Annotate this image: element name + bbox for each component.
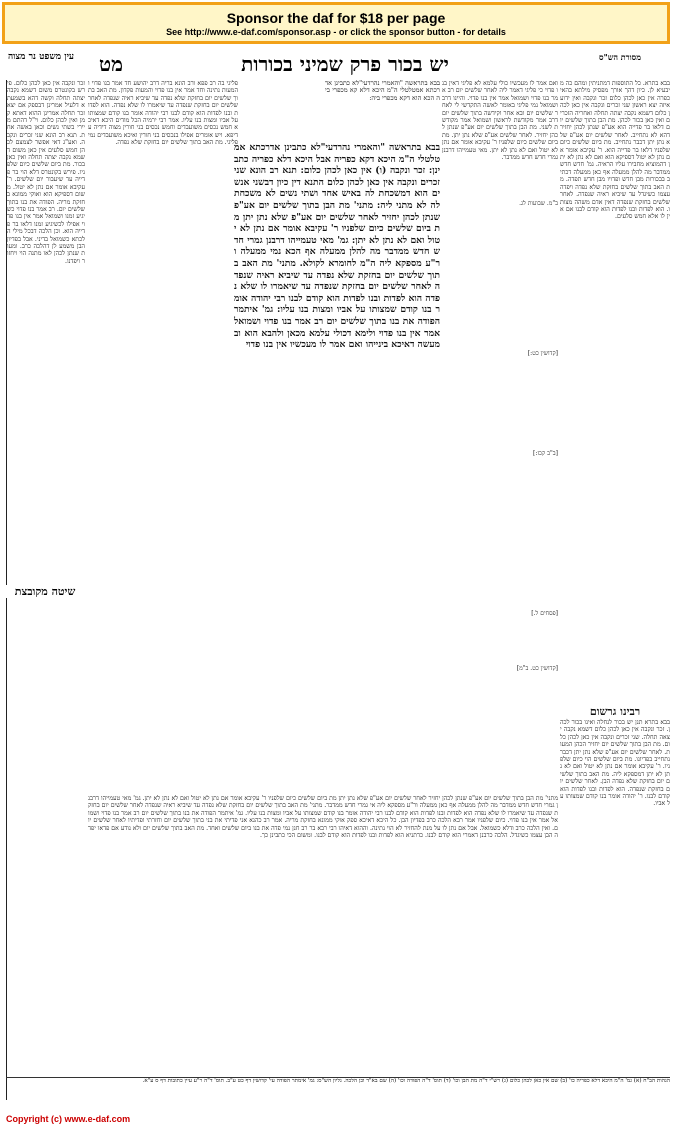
side-note-2: [קדושין כט:] <box>527 350 558 357</box>
side-note-5: [קדושין כט. ב"מ] <box>516 665 558 672</box>
chapter-header: יש בכור פרק שמיני בכורות <box>241 52 449 76</box>
sponsor-title: Sponsor the daf for $18 per page <box>226 10 446 26</box>
hagahot-footnotes: הגהות הב"ח (א) גמ' ה"מ היכא דלא כפריה כו' (ב) שם אין כאן לכהן כלום (ג) רש"י ד"ה מת הבן וכו' (ד) תוס' ד"ה הפודה וכו' (ה) שם בא"ד וכן הלכה. גליון הש"ס: גמ' אימתר הפודה עי' קדושין דף כט ע"ב. תוס' ד"ה ר"ע עיין כתובות דף ס ע"א. <box>6 1077 670 1108</box>
inner-commentary-right: ואם אמר לו מעכשיו כולי עלמא לא פליגי דאין בנו פדוי כי פליגי דאמר ליה לאחר שלשים יום רב אמר בנו פדוי ושמואל אמר אין בנו פדוי. והיינו דרב ושמואל נמי פליגי באומר לאשה התקדשי לי לאחר שלשים יום ובא אחר וקידשה בתוך שלשים יום דרב אמר מקודשת לראשון ושמואל אמר מקודשת לשני. מת הבן בתוך שלשים יום אע"פ שנתן לכהן יחזיר. לאחר שלשים אע"פ שלא נתן יתן. מת ביום שלשים כיום שלפניו ר' עקיבא אומר אם נתן לא יטול ואם לא נתן לא יתן. מאי טעמייהו דרבנן גמרי חדש חדש ממדבר. <box>442 80 558 162</box>
tosafot-column: זכר ונקבה אין כאן לכהן כלום. פירש בקונטרס משום דשמא נקבה יצתה תחלה וקשה דהא בשמעתא דלעיל אמרינן דבספק אם יצא זכר תחלה אמרינן ההוא דאתא קמן ואין לכהן כלום. וי"ל דהתם מיירי בשתי נשים וכאן באשה אחת. תנא רב הונא שני זכרים ונקבה. ואע"ג דאי אפשר לצמצם לכהן חמש סלעים אין כאן משום דשמא נקבה יצתה תחלה ואין כאן בכור. מת ביום שלשים כיום שלפניו. פירש בקונטרס דלא הוי בר פדייה עד שיעבור יום שלשים. ר' עקיבא אומר אם נתן לא יטול. משום דספיקא הוא ואוקי ממונא בחזקת מריה. הפודה את בנו בתוך שלשים יום. רב אמר בנו פדוי כשיגיע זמנו ושמואל אמר אין בנו פדוי אפילו לכשיגיע זמנו דלאו בר פדייה הוא. וכן הלכה דבכל מילי הלכתא כשמואל בדיני. אבל בפדיון הבן משמע לן דהלכה כרב. ומעות שנתן לכהן לאו מתנה הוי ויחזור ויפדנו. <box>6 80 85 1100</box>
ein-mishpat-header: עין משפט נר מצוה <box>7 52 75 62</box>
sponsor-subtitle[interactable]: See http://www.e-daf.com/sponsor.asp - or click the sponsor button - for details <box>166 27 506 37</box>
main-gemara-text: בבא בתראשה "והאמרי נהרדעי"לא כתבינן אדרכתא אמטלטלי ה"מ היכא דקא כפריה אבל היכא דלא כפריה כתבינן: זכר ונקבה (ו) אין כאן לכהן כלום: תנא רב הונא שני זכרים ונקבה אין כאן לכהן כלום התנא דין כיון דבשני אנשים הוא דמשכחת לה באיש אחד ושתי נשים לא משכחת לה לא מתני ליה: מתני' מת הבן בתוך שלשים יום אע"פ שנתן לכהן יחזיר לאחר שלשים יום אע"פ שלא נתן יתן מת ביום שלשים כיום שלפניו ר' עקיבא אומר אם נתן לא יטול ואם לא נתן לא יתן: גמ' מאי טעמייהו דרבנן גמרי חדש חדש ממדבר מה להלן ממעלה אף הכא נמי ממעלה ור"ע מספקא ליה ה"מ לחומרא לקולא. מתני' מת האב בתוך שלשים יום בחזקת שלא נפדה עד שיביא ראיה שנפדה לאחר שלשים יום בחזקת שנפדה עד שיאמרו לו שלא נפדה הוא לפדות ובנו לפדות הוא קודם לבנו רבי יהודה אומר בנו קודם שמצותו על אביו ומצות בנו עליו: גמ' איתמר הפודה את בנו בתוך שלשים יום רב אמר בנו פדוי ושמואל אמר אין בנו פדוי ולימא דכולי עלמא מכאן ולהבא הוא ובמעשה דאיכא בינייהו ואם אמר לו מעכשיו אין בנו פדוי <box>234 142 440 351</box>
main-text-intro: בבא בתראשה "והאמרי נהרדעי"לא כתבינן אדרכתא אמטלטלי ה"מ היכא דלא קא מכפרי ביה הכא הוא דקא מכפרי ביה: <box>325 80 440 102</box>
copyright-notice[interactable]: Copyright (c) www.e-daf.com <box>6 1114 131 1124</box>
side-note-3: [ב"ב קכז:] <box>533 450 558 457</box>
side-note-4: [פסחים ל.] <box>531 610 558 617</box>
side-note-1: ב"מ. שבועות לג. <box>519 200 558 207</box>
sponsor-banner[interactable] <box>2 2 670 44</box>
rashi-column: בבא בתרא. כל התוספות דמתניתין ומהם כה מיבעיא לן. כיון דהך אורך מפסיק מילתא בהאי כפרה אין כאן לכהן כלום זכר ונקבה ואין ידוע איזה יצא ראשון שני זכרים ונקבה אין כאן לכהן כלום דשמא נקבה יצתה תחלה ואחריה הזכרים ואין כאן בכור לכהן. מת הבן בתוך שלשים יום דלאו בר פדייה הוא אע"פ שנתן לכהן יחזיר דהא לא נתחייב. לאחר שלשים יום אע"פ שלא נתן יתן דכבר נתחייב. מת ביום שלשים כיום שלפניו דלאו בר פדייה הוא. ר' עקיבא אומר אם נתן לא יטול דספיקא הוא ואם לא נתן לא יתן דהמוציא מחבירו עליו הראיה. גמ' חדש חדש ממדבר מה להלן ממעלה אף כאן ממעלה דכתיב בבכורות מבן חדש ופדויו מבן חדש תפדה. מת האב בתוך שלשים בחזקת שלא נפדה ויפדה עצמו כשיגדל עד שיביא ראיה שנפדה. לאחר שלשים בחזקת שנפדה דאין אדם משהה מצותו. הוא לפדות ובנו לפדות הוא קודם לבנו אם אין לו אלא חמש סלעים. <box>560 80 670 221</box>
rabbenu-gershom-column <box>560 705 670 1090</box>
shita-mekubetzet-title: שיטה מקובצת <box>6 585 84 598</box>
daf-number: מט <box>99 52 123 76</box>
rabbenu-gershom-title: רבינו גרשום <box>589 705 641 718</box>
bottom-commentary: מתני' מת הבן בתוך שלשים יום אע"פ שנתן לכהן יחזיר לאחר שלשים יום אע"פ שלא נתן יתן מת ביום שלשים כיום שלפניו ר' עקיבא אומר אם נתן לא יטול ואם לא נתן לא יתן. גמ' מאי טעמייהו דרבנן גמרי חדש חדש ממדבר מה להלן ממעלה אף כאן ממעלה ור"ע מספקא ליה אי גמרי חדש ממדבר. מתני' מת האב בתוך שלשים יום בחזקת שלא נפדה עד שיביא ראיה שנפדה לאחר שלשים יום בחזקת שנפדה עד שיאמרו לו שלא נפדה הוא לפדות ובנו לפדות הוא קודם לבנו רבי יהודה אומר בנו קודם שמצותו על אביו ומצות בנו עליו. גמ' איתמר הפודה את בנו בתוך שלשים יום רב אמר בנו פדוי ושמואל אמר אין בנו פדוי. כיום שלפניו אמר רבא הלכה כרב בפדיון הבן. כל היכא דאיכא ספק אוקי ממונא בחזקת מריה. אמר רב כהנא אני פדיתי את בני בתוך שלשים יום וחזרתי ופדיתיו לאחר שלשים יום. ואין הלכה כרב ודלא כשמואל. אבל אם נתן לו על מנת להחזיר לא הוי נתינה. וההוא דאיהו רבי רבא בר רב חנן נמי פדה את בנו ביום שלשים ואחד. מת האב בתוך שלשים יום ולא נודע אם פדאו יפדה הבן עצמו כשיגדל. הלכה כרבנן דאמרי הוא קודם לבנו. כדתניא הוא לפדות ובנו לפדות הוא קודם לבנו. ומשום הכי כתבינן כך. <box>88 795 558 840</box>
rabbenu-gershom-text: בבא בתרא תנן יש בכור לנחלה ואינו בכור לכהן. זכר ונקבה אין כאן לכהן כלום דשמא נקבה יצאה תחלה. שני זכרים ונקבה אין כאן לכהן כלום. מת הבן בתוך שלשים יום יחזיר הכהן המעות. לאחר שלשים יום אע"פ שלא נתן יתן דכבר נתחייב בפדיונו. מת ביום שלשים הוי כיום שלפניו. ר' עקיבא אומר אם נתן לא יטול ואם לא נתן לא יתן דמספקא ליה. מת האב בתוך שלשים יום בחזקת שלא נפדה הבן. לאחר שלשים יום בחזקת שנפדה. הוא לפדות ובנו לפדות הוא קודם לבנו. ר' יהודה אומר בנו קודם שמצותו על אביו. <box>560 719 670 808</box>
mesoret-header: מסורת הש"ס <box>599 52 641 62</box>
talmud-page <box>6 50 670 1110</box>
inner-commentary-left: פליגי בה רב פפא ורב הונא בריה דרב יהושע חד אמר בנו פדוי והמעות נתינה וחד אמר אין בנו פדוי והמעות פקדון. מת האב בתוך שלשים יום בחזקת שלא נפדה עד שיביא ראיה שנפדה לאחר שלשים יום בחזקת שנפדה עד שיאמרו לו שלא נפדה. הוא לפדות ובנו לפדות הוא קודם לבנו רבי יהודה אומר בנו קודם שמצותו על אביו ומצות בנו עליו. אמר רבי ירמיה הכל מודים היכא דאיכא חמש נכסים משועבדים וחמש נכסים בני חורין מצוה דידיה עדיפא. ויש אומרים אפילו בנכסים בני חורין ואיכא משועבדים נמי פליגי. מת האב בתוך שלשים יום בחזקת שלא נפדה. <box>88 80 238 147</box>
